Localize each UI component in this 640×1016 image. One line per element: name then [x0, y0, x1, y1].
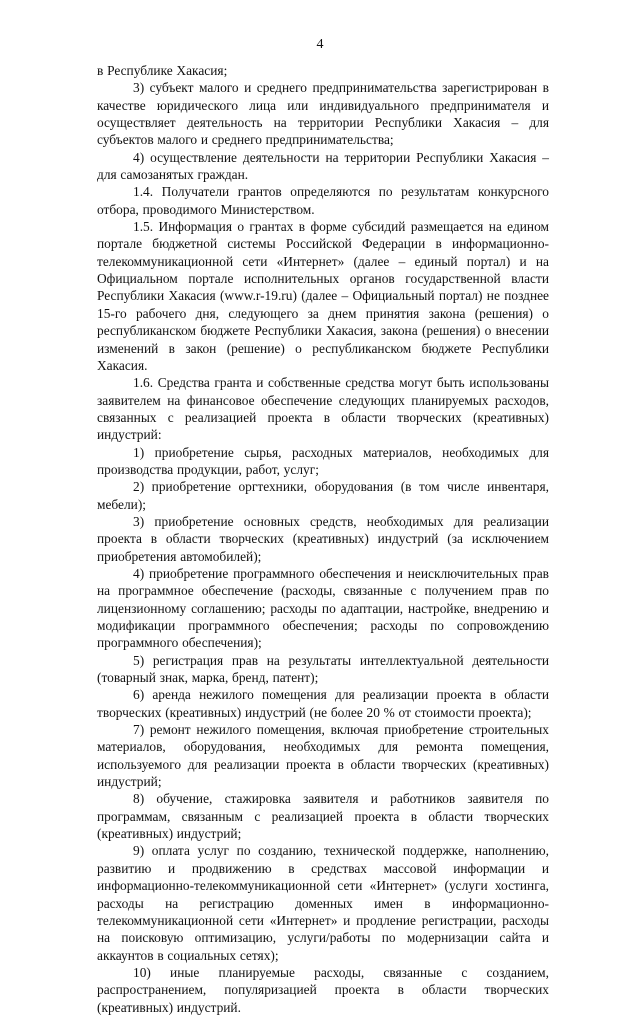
expense-item-2: 2) приобретение оргтехники, оборудования (в том числе инвентаря, мебели);	[97, 479, 549, 512]
expense-item-7: 7) ремонт нежилого помещения, включая приобретение строительных материалов, оборудования, необходимых для ремонта помещения, используемого для реализации проекта в области творческих (креативных) индустрий;	[97, 722, 549, 790]
expense-item-8: 8) обучение, стажировка заявителя и работников заявителя по программам, связанным с реализацией проекта в области творческих (креативных) индустрий;	[97, 791, 549, 842]
paragraph-item-3-smb: 3) субъект малого и среднего предпринимательства зарегистрирован в качестве юридического лица или индивидуального предпринимателя и осуществляет деятельность на территории Республики Хакасия – для субъектов малого и среднего предпринимательства;	[97, 80, 549, 148]
expense-item-10: 10) иные планируемые расходы, связанные с созданием, распространением, популяризацией проекта в области творческих (креативных) индустрий.	[97, 964, 549, 1015]
paragraph-item-4-self-employed: 4) осуществление деятельности на территории Республики Хакасия – для самозанятых граждан.	[97, 149, 549, 183]
expense-item-9: 9) оплата услуг по созданию, технической поддержке, наполнению, развитию и продвижению в средствах массовой информации и информационно-телекоммуникационной сети «Интернет» (услуги хостинга, расходы на регистрацию доменных имен в информационно-телекоммуникационной сети «Интернет» и продление регистрации, расходы на поисковую оптимизацию, услуги/работы по модернизации сайта и аккаунтов в социальных сетях);	[97, 843, 549, 963]
expense-item-1: 1) приобретение сырья, расходных материалов, необходимых для производства продукции, работ, услуг;	[97, 444, 549, 477]
paragraph-section-1-6: 1.6. Средства гранта и собственные средства могут быть использованы заявителем на финансовое обеспечение следующих планируемых расходов, связанных с реализацией проекта в области творческих (креативных) индустрий:	[97, 375, 549, 443]
document-body	[97, 62, 549, 1016]
paragraph-section-1-4: 1.4. Получатели грантов определяются по результатам конкурсного отбора, проводимого Министерством.	[97, 184, 549, 217]
expense-item-4: 4) приобретение программного обеспечения и неисключительных прав на программное обеспечение (расходы, связанные с получением прав по лицензионному соглашению; расходы по адаптации, настройке, внедрению и модификации программного обеспечения; расходы по сопровождению программного обеспечения);	[97, 565, 549, 651]
expense-item-5: 5) регистрация прав на результаты интеллектуальной деятельности (товарный знак, марка, бренд, патент);	[97, 652, 549, 686]
paragraph-section-1-5: 1.5. Информация о грантах в форме субсидий размещается на едином портале бюджетной системы Российской Федерации в информационно-телекоммуникационной сети «Интернет» (далее – единый портал) и на Официальном портале исполнительных органов государственной власти Республики Хакасия (www.r-19.ru) (далее – Официальный портал) не позднее 15-го рабочего дня, следующего за днем принятия закона (решения) о республиканском бюджете Республики Хакасия, закона (решения) о внесении изменений в закон (решение) о республиканском бюджете Республики Хакасия.	[97, 219, 549, 373]
expense-item-6: 6) аренда нежилого помещения для реализации проекта в области творческих (креативных) индустрий (не более 20 % от стоимости проекта);	[97, 687, 549, 720]
expense-item-3: 3) приобретение основных средств, необходимых для реализации проекта в области творческих (креативных) индустрий (за исключением приобретения автомобилей);	[97, 513, 549, 564]
page-number: 4	[316, 37, 324, 52]
paragraph-continuation: в Республике Хакасия;	[97, 63, 228, 78]
